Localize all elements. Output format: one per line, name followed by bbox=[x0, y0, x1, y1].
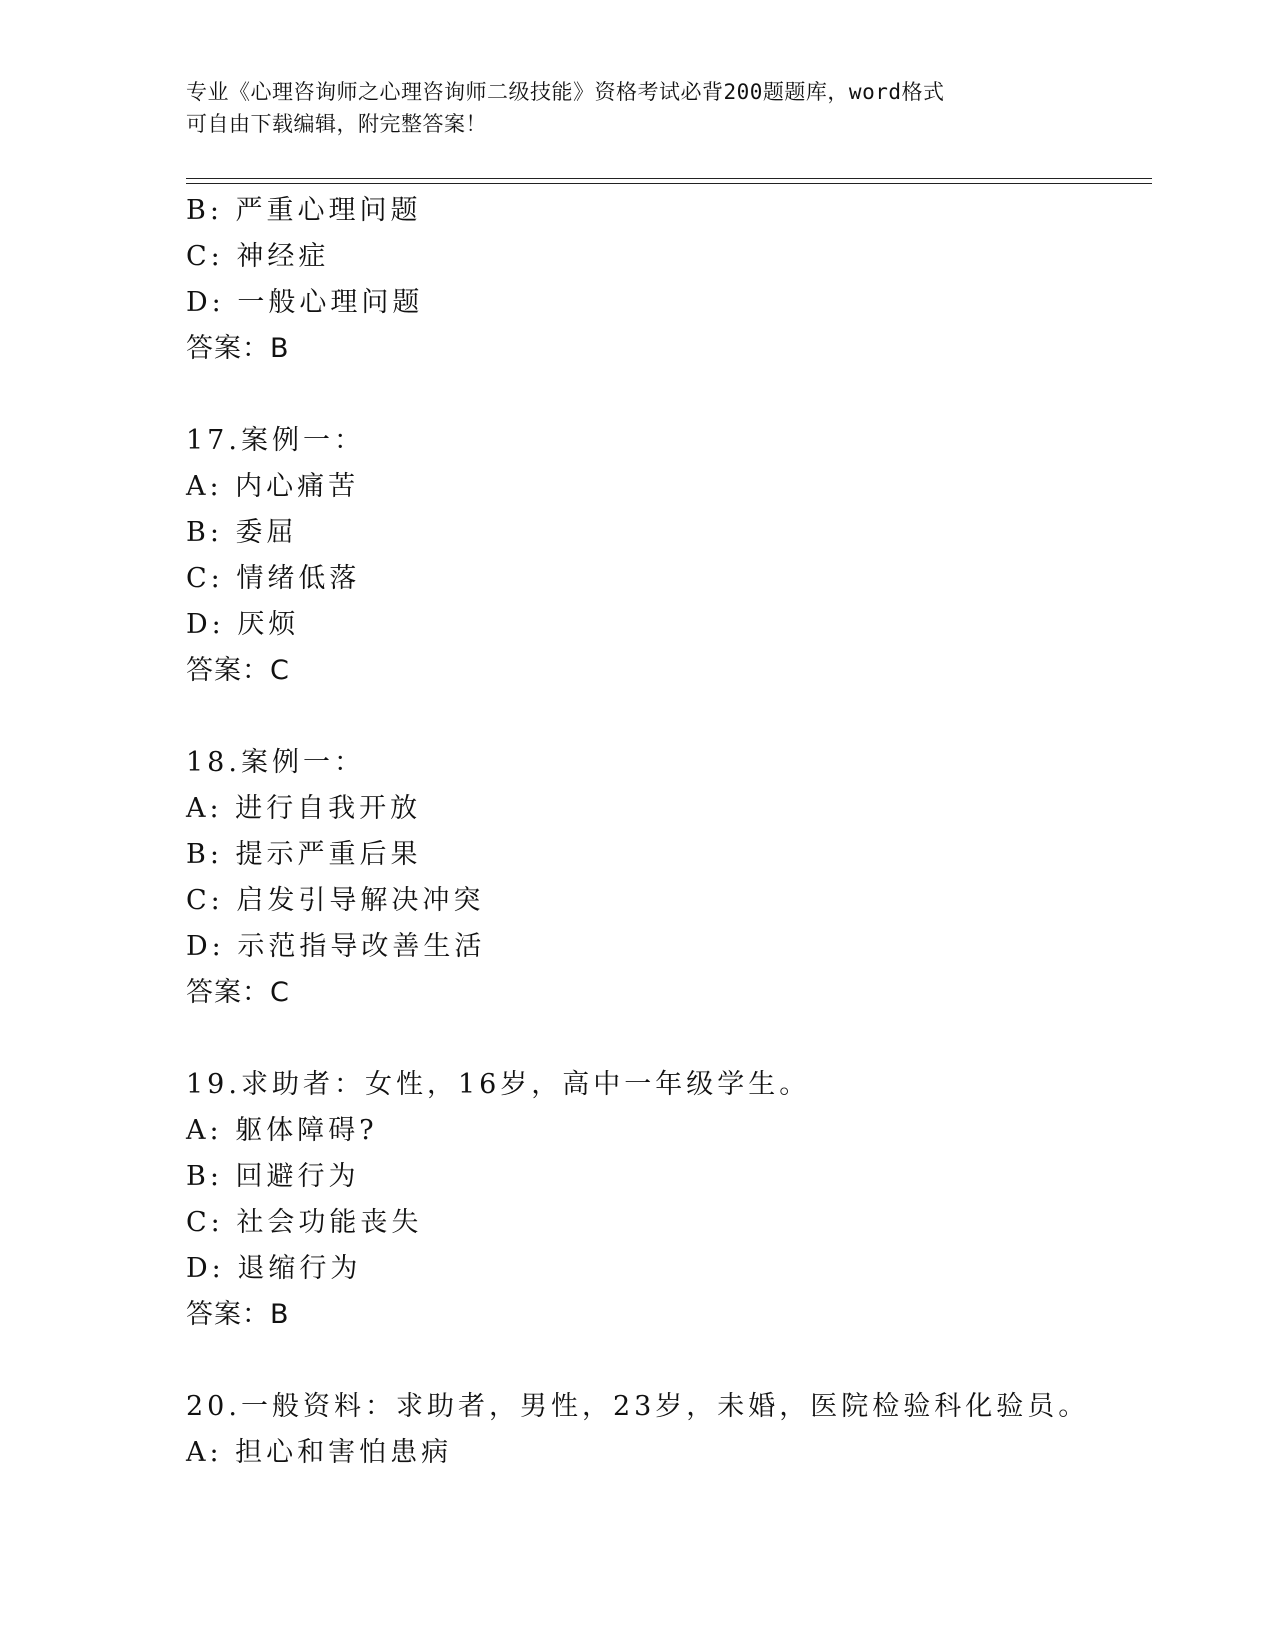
option-a: A: 担心和害怕患病 bbox=[186, 1437, 453, 1468]
question-stem: 19.求助者：女性，16岁，高中一年级学生。 bbox=[186, 1069, 811, 1100]
header-line-2: 可自由下载编辑，附完整答案！ bbox=[186, 112, 487, 136]
answer-line: 答案：C bbox=[186, 977, 290, 1008]
question-block bbox=[186, 1062, 1152, 1338]
answer-line: 答案：B bbox=[186, 1299, 290, 1330]
question-block bbox=[186, 418, 1152, 694]
option-c: C: 神经症 bbox=[186, 241, 330, 272]
document-header bbox=[186, 76, 1066, 140]
question-stem: 20.一般资料：求助者，男性，23岁，未婚，医院检验科化验员。 bbox=[186, 1391, 1090, 1422]
question-stem: 18.案例一： bbox=[186, 747, 365, 778]
option-c: C: 社会功能丧失 bbox=[186, 1207, 423, 1238]
block-spacer bbox=[186, 1338, 1152, 1384]
question-block bbox=[186, 740, 1152, 1016]
block-spacer bbox=[186, 372, 1152, 418]
option-a: A: 躯体障碍? bbox=[186, 1115, 378, 1146]
option-c: C: 情绪低落 bbox=[186, 563, 361, 594]
question-block bbox=[186, 1384, 1152, 1476]
option-d: D: 厌烦 bbox=[186, 609, 300, 640]
question-block bbox=[186, 188, 1152, 372]
question-list bbox=[186, 188, 1152, 1476]
option-a: A: 进行自我开放 bbox=[186, 793, 422, 824]
question-stem: 17.案例一： bbox=[186, 425, 365, 456]
option-a: A: 内心痛苦 bbox=[186, 471, 360, 502]
header-divider-top bbox=[186, 178, 1152, 179]
option-b: B: 委屈 bbox=[186, 517, 298, 548]
block-spacer bbox=[186, 1016, 1152, 1062]
option-b: B: 回避行为 bbox=[186, 1161, 360, 1192]
block-spacer bbox=[186, 694, 1152, 740]
header-line-1: 专业《心理咨询师之心理咨询师二级技能》资格考试必背200题题库，word格式 bbox=[186, 80, 945, 104]
answer-line: 答案：C bbox=[186, 655, 290, 686]
option-b: B: 严重心理问题 bbox=[186, 195, 422, 226]
answer-line: 答案：B bbox=[186, 333, 290, 364]
header-divider-bottom bbox=[186, 183, 1152, 184]
option-c: C: 启发引导解决冲突 bbox=[186, 885, 485, 916]
option-b: B: 提示严重后果 bbox=[186, 839, 422, 870]
option-d: D: 示范指导改善生活 bbox=[186, 931, 486, 962]
option-d: D: 一般心理问题 bbox=[186, 287, 424, 318]
option-d: D: 退缩行为 bbox=[186, 1253, 362, 1284]
